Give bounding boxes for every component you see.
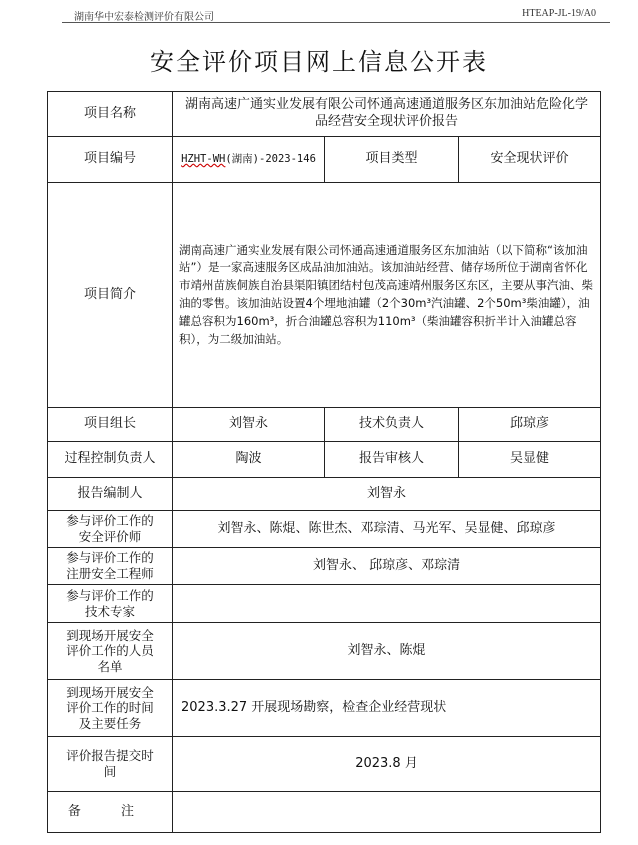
project-no-label: 项目编号 [48, 137, 173, 183]
onsite-time-label-line3: 及主要任务 [78, 715, 142, 731]
onsite-people-label-line3: 名单 [97, 658, 123, 674]
onsite-time-label [48, 680, 173, 737]
onsite-time-label-line1: 到现场开展安全 [66, 684, 154, 700]
table-row [48, 183, 601, 408]
onsite-people-value: 刘智永、陈焜 [173, 623, 601, 680]
onsite-people-label-line1: 到现场开展安全 [66, 627, 154, 643]
table-row [48, 511, 601, 548]
engineers-label-line2: 注册安全工程师 [66, 566, 154, 581]
remarks-value [173, 792, 601, 833]
evaluators-label-line1: 参与评价工作的 [66, 513, 154, 529]
reviewer-value: 吴显健 [459, 442, 601, 478]
page-header [62, 0, 610, 23]
submit-time-label-line1: 评价报告提交时 [66, 748, 154, 764]
project-name-label: 项目名称 [48, 92, 173, 137]
evaluators-label-line2: 安全评价师 [78, 529, 142, 544]
table-row [48, 585, 601, 623]
info-table [47, 91, 601, 833]
project-no-rest: (湖南)-2023-146 [225, 153, 316, 166]
submit-time-label [48, 737, 173, 792]
project-type-value: 安全现状评价 [459, 137, 601, 183]
reviewer-label: 报告审核人 [325, 442, 459, 478]
table-row [48, 92, 601, 137]
leader-label: 项目组长 [48, 408, 173, 442]
table-row [48, 478, 601, 511]
engineers-label [48, 548, 173, 585]
company-name: 湖南华中宏泰检测评价有限公司 [74, 12, 214, 23]
table-row [48, 792, 601, 833]
table-row [48, 408, 601, 442]
project-no-prefix: HZHT-WH [181, 153, 226, 166]
project-no-value [173, 137, 325, 183]
onsite-time-label-line2: 评价工作的时间 [66, 700, 154, 716]
compiler-label: 报告编制人 [48, 478, 173, 511]
intro-value: 湖南高速广通实业发展有限公司怀通高速通道服务区东加油站（以下简称“该加油站”）是一家高速服务区成品油加油站。该加油站经营、储存场所位于湖南省怀化市靖州苗族侗族自治县渠阳镇团结村包茂高速靖州服务区东区，主要从事汽油、柴油的零售。该加油站设置4个埋地油罐（2个30m³汽油罐、2个50m³柴油罐），油罐总容积为160m³，折合油罐总容积为110m³（柴油罐容积折半计入油罐总容积），为二级加油站。 [173, 183, 601, 408]
compiler-value: 刘智永 [173, 478, 601, 511]
experts-label [48, 585, 173, 623]
leader-value: 刘智永 [173, 408, 325, 442]
table-row [48, 737, 601, 792]
project-type-label: 项目类型 [325, 137, 459, 183]
engineers-value: 刘智永、 邱琼彦、邓琮清 [173, 548, 601, 585]
intro-label: 项目简介 [48, 183, 173, 408]
table-row [48, 442, 601, 478]
process-control-value: 陶波 [173, 442, 325, 478]
document-title: 安全评价项目网上信息公开表 [150, 48, 488, 76]
remarks-label [48, 792, 173, 833]
experts-value [173, 585, 601, 623]
project-name-value: 湖南高速广通实业发展有限公司怀通高速通道服务区东加油站危险化学品经营安全现状评价报告 [173, 92, 601, 137]
document-code: HTEAP-JL-19/A0 [522, 8, 596, 19]
engineers-label-line1: 参与评价工作的 [66, 550, 154, 566]
experts-label-line1: 参与评价工作的 [66, 587, 154, 603]
table-row [48, 548, 601, 585]
process-control-label: 过程控制负责人 [48, 442, 173, 478]
evaluators-value: 刘智永、陈焜、陈世杰、邓琮清、马光军、吴显健、邱琼彦 [173, 511, 601, 548]
submit-time-value: 2023.8 月 [173, 737, 601, 792]
table-row [48, 680, 601, 737]
evaluators-label [48, 511, 173, 548]
remarks-label-text: 备 注 [67, 803, 153, 819]
experts-label-line2: 技术专家 [84, 603, 135, 619]
submit-time-label-line2: 间 [103, 764, 117, 779]
tech-lead-value: 邱琼彦 [459, 408, 601, 442]
onsite-people-label-line2: 评价工作的人员 [66, 643, 154, 659]
table-row [48, 623, 601, 680]
onsite-time-value: 2023.3.27 开展现场勘察，检查企业经营现状 [173, 680, 601, 737]
table-row [48, 137, 601, 183]
tech-lead-label: 技术负责人 [325, 408, 459, 442]
onsite-people-label [48, 623, 173, 680]
